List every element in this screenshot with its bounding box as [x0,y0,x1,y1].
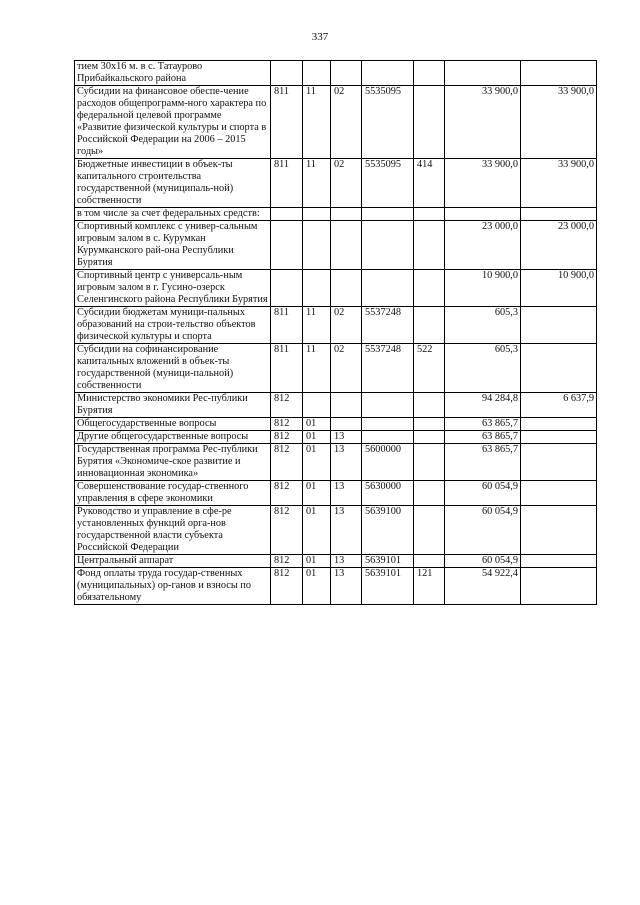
subsection-code-cell: 13 [331,506,362,555]
amount-total-cell: 60 054,9 [445,506,521,555]
table-row [75,555,597,568]
amount-federal-cell [521,444,597,481]
row-name-cell: Спортивный комплекс с универ-сальным игровым залом в с. Курумкан Курумканского рай-она Республики Бурятия [75,221,271,270]
amount-total-cell: 63 865,7 [445,418,521,431]
section-code-cell [303,61,331,86]
target-article-cell: 5639101 [362,568,414,605]
grbs-code-cell: 812 [271,393,303,418]
expense-type-cell [414,270,445,307]
section-code-cell: 11 [303,307,331,344]
amount-total-cell: 10 900,0 [445,270,521,307]
amount-total-cell: 23 000,0 [445,221,521,270]
section-code-cell: 01 [303,444,331,481]
target-article-cell: 5535095 [362,159,414,208]
grbs-code-cell: 812 [271,568,303,605]
row-name-cell: в том числе за счет федеральных средств: [75,208,271,221]
amount-federal-cell: 23 000,0 [521,221,597,270]
target-article-cell: 5639100 [362,506,414,555]
amount-total-cell: 63 865,7 [445,444,521,481]
amount-federal-cell [521,307,597,344]
subsection-code-cell [331,61,362,86]
target-article-cell [362,208,414,221]
expense-type-cell [414,431,445,444]
amount-total-cell: 33 900,0 [445,159,521,208]
amount-federal-cell [521,208,597,221]
grbs-code-cell: 812 [271,481,303,506]
grbs-code-cell: 811 [271,159,303,208]
row-name-cell: Спортивный центр с универсаль-ным игровым залом в г. Гусино-озерск Селенгинского района Республики Бурятия [75,270,271,307]
table-row [75,418,597,431]
row-name-cell: тием 30x16 м. в с. Татаурово Прибайкальского района [75,61,271,86]
expense-type-cell [414,208,445,221]
target-article-cell [362,221,414,270]
subsection-code-cell [331,418,362,431]
grbs-code-cell: 811 [271,86,303,159]
target-article-cell: 5600000 [362,444,414,481]
section-code-cell: 01 [303,418,331,431]
section-code-cell: 11 [303,86,331,159]
grbs-code-cell: 812 [271,418,303,431]
section-code-cell: 11 [303,159,331,208]
section-code-cell: 01 [303,555,331,568]
table-row [75,393,597,418]
subsection-code-cell: 02 [331,344,362,393]
row-name-cell: Субсидии бюджетам муници-пальных образований на строи-тельство объектов физической культуры и спорта [75,307,271,344]
subsection-code-cell [331,208,362,221]
target-article-cell: 5639101 [362,555,414,568]
amount-federal-cell [521,344,597,393]
section-code-cell: 11 [303,344,331,393]
table-row [75,86,597,159]
amount-federal-cell [521,506,597,555]
table-row [75,208,597,221]
amount-total-cell: 33 900,0 [445,86,521,159]
amount-federal-cell [521,568,597,605]
amount-total-cell: 60 054,9 [445,555,521,568]
section-code-cell [303,270,331,307]
subsection-code-cell: 13 [331,555,362,568]
table-row [75,221,597,270]
section-code-cell: 01 [303,431,331,444]
row-name-cell: Субсидии на финансовое обеспе-чение расходов общепрограмм-ного характера по федеральной целевой программе «Развитие физической культуры и спорта в Российской Федерации на 2006 – 2015 годы» [75,86,271,159]
subsection-code-cell: 13 [331,568,362,605]
row-name-cell: Общегосударственные вопросы [75,418,271,431]
table-row [75,431,597,444]
budget-table [74,60,597,605]
expense-type-cell [414,307,445,344]
amount-federal-cell: 33 900,0 [521,159,597,208]
row-name-cell: Фонд оплаты труда государ-ственных (муниципальных) ор-ганов и взносы по обязательному [75,568,271,605]
row-name-cell: Руководство и управление в сфе-ре установленных функций орга-нов государственной власти субъекта Российской Федерации [75,506,271,555]
target-article-cell: 5630000 [362,481,414,506]
section-code-cell: 01 [303,568,331,605]
section-code-cell [303,208,331,221]
grbs-code-cell [271,61,303,86]
amount-federal-cell: 6 637,9 [521,393,597,418]
subsection-code-cell: 02 [331,307,362,344]
expense-type-cell [414,444,445,481]
subsection-code-cell [331,221,362,270]
row-name-cell: Другие общегосударственные вопросы [75,431,271,444]
section-code-cell [303,221,331,270]
amount-total-cell: 94 284,8 [445,393,521,418]
table-row [75,568,597,605]
amount-total-cell: 63 865,7 [445,431,521,444]
grbs-code-cell: 812 [271,555,303,568]
subsection-code-cell: 02 [331,159,362,208]
amount-federal-cell [521,555,597,568]
amount-federal-cell [521,418,597,431]
expense-type-cell [414,86,445,159]
target-article-cell [362,431,414,444]
amount-federal-cell: 33 900,0 [521,86,597,159]
grbs-code-cell [271,221,303,270]
target-article-cell: 5537248 [362,307,414,344]
amount-federal-cell [521,481,597,506]
subsection-code-cell: 13 [331,444,362,481]
amount-federal-cell: 10 900,0 [521,270,597,307]
row-name-cell: Субсидии на софинансирование капитальных вложений в объек-ты государственной (муници-пальной) собственности [75,344,271,393]
expense-type-cell: 414 [414,159,445,208]
grbs-code-cell [271,270,303,307]
grbs-code-cell: 811 [271,344,303,393]
subsection-code-cell: 13 [331,481,362,506]
table-row [75,506,597,555]
amount-total-cell [445,61,521,86]
section-code-cell: 01 [303,481,331,506]
grbs-code-cell: 811 [271,307,303,344]
expense-type-cell [414,61,445,86]
grbs-code-cell: 812 [271,431,303,444]
expense-type-cell [414,393,445,418]
row-name-cell: Совершенствование государ-ственного управления в сфере экономики [75,481,271,506]
amount-federal-cell [521,61,597,86]
amount-total-cell: 54 922,4 [445,568,521,605]
subsection-code-cell: 02 [331,86,362,159]
subsection-code-cell [331,270,362,307]
table-row [75,344,597,393]
expense-type-cell [414,506,445,555]
target-article-cell: 5535095 [362,86,414,159]
budget-table-body [75,61,597,605]
section-code-cell: 01 [303,506,331,555]
expense-type-cell [414,555,445,568]
expense-type-cell [414,418,445,431]
grbs-code-cell: 812 [271,444,303,481]
row-name-cell: Бюджетные инвестиции в объек-ты капитального строительства государственной (муниципаль-ной) собственности [75,159,271,208]
table-row [75,61,597,86]
row-name-cell: Центральный аппарат [75,555,271,568]
table-row [75,481,597,506]
target-article-cell: 5537248 [362,344,414,393]
expense-type-cell [414,481,445,506]
table-row [75,270,597,307]
row-name-cell: Министерство экономики Рес-публики Бурятия [75,393,271,418]
amount-federal-cell [521,431,597,444]
table-row [75,159,597,208]
expense-type-cell: 121 [414,568,445,605]
amount-total-cell [445,208,521,221]
amount-total-cell: 60 054,9 [445,481,521,506]
table-row [75,444,597,481]
subsection-code-cell [331,393,362,418]
amount-total-cell: 605,3 [445,307,521,344]
expense-type-cell: 522 [414,344,445,393]
row-name-cell: Государственная программа Рес-публики Бурятия «Экономиче-ское развитие и инновационная экономика» [75,444,271,481]
grbs-code-cell [271,208,303,221]
page-number: 337 [311,31,329,43]
table-row [75,307,597,344]
target-article-cell [362,61,414,86]
amount-total-cell: 605,3 [445,344,521,393]
target-article-cell [362,393,414,418]
grbs-code-cell: 812 [271,506,303,555]
target-article-cell [362,270,414,307]
target-article-cell [362,418,414,431]
expense-type-cell [414,221,445,270]
section-code-cell [303,393,331,418]
subsection-code-cell: 13 [331,431,362,444]
